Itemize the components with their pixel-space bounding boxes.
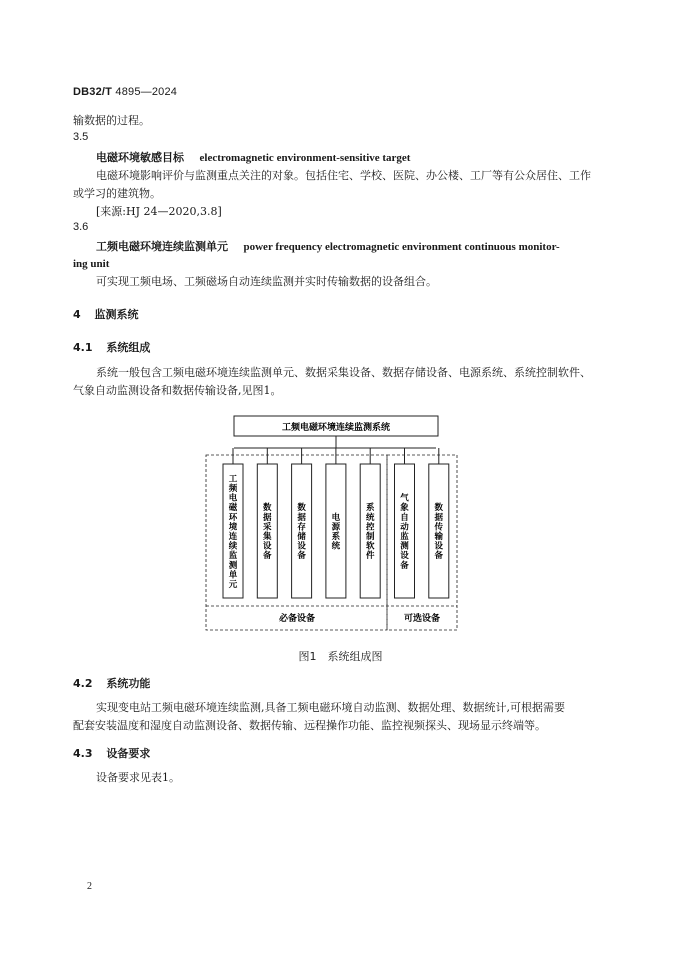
section-number: 4	[73, 308, 81, 321]
section-number: 4.3	[73, 747, 93, 760]
system-composition-diagram	[200, 412, 462, 634]
section-title: 系统组成	[106, 341, 151, 354]
page-header	[73, 86, 177, 98]
standard-code: DB32/T	[73, 86, 113, 98]
section-number: 4.2	[73, 677, 93, 690]
section-4-2-para-line1: 实现变电站工频电磁环境连续监测,具备工频电磁环境自动监测、数据处理、数据统计,可根据需要	[96, 701, 565, 714]
term-zh: 工频电磁环境连续监测单元	[96, 240, 228, 253]
standard-number: 4895—2024	[115, 86, 178, 98]
section-title: 设备要求	[106, 747, 151, 760]
section-4-2-heading	[73, 675, 150, 691]
required-group-label: 必备设备	[278, 614, 316, 624]
clause-3-5-source: [来源:HJ 24—2020,3.8]	[96, 205, 222, 218]
column-label: 数据传输设备	[434, 503, 444, 562]
diagram-columns	[223, 448, 449, 598]
section-4-1-heading	[73, 339, 150, 355]
column-label: 电源系统	[331, 512, 341, 552]
section-title: 系统功能	[106, 677, 151, 690]
term-en: electromagnetic environment-sensitive target	[199, 152, 411, 164]
column-label: 数据存储设备	[297, 503, 306, 562]
clause-3-5-term	[96, 148, 410, 168]
column-label: 气象自动监测设备	[400, 493, 409, 571]
top-system-label: 工频电磁环境连续监测系统	[281, 423, 391, 433]
section-title: 监测系统	[94, 308, 139, 321]
column-label: 系统控制软件	[365, 503, 375, 562]
clause-3-6-term-en-line2: ing unit	[73, 258, 110, 270]
section-4-3-para: 设备要求见表1。	[96, 771, 180, 784]
section-number: 4.1	[73, 341, 93, 354]
continuation-text: 输数据的过程。	[73, 114, 150, 127]
section-4-2-para-line2: 配套安装温度和湿度自动监测设备、数据传输、远程操作功能、监控视频探头、现场显示终端等。	[73, 719, 546, 732]
column-label: 数据采集设备	[263, 503, 272, 562]
term-en-line1: power frequency electromagnetic environment continuous monitor-	[243, 241, 560, 253]
column-label: 工频电磁环境连续监测单元	[228, 474, 238, 590]
term-zh: 电磁环境敏感目标	[96, 151, 184, 164]
clause-3-6-definition: 可实现工频电场、工频磁场自动连续监测并实时传输数据的设备组合。	[96, 275, 437, 288]
optional-group-label: 可选设备	[403, 614, 441, 624]
section-4-1-para-line2: 气象自动监测设备和数据传输设备,见图1。	[73, 384, 282, 397]
clause-3-5-definition-line1: 电磁环境影响评价与监测重点关注的对象。包括住宅、学校、医院、办公楼、工厂等有公众居住、工作	[96, 169, 591, 182]
page-number: 2	[87, 881, 92, 892]
section-4-3-heading	[73, 745, 150, 761]
clause-3-6-term	[96, 237, 560, 257]
clause-3-5-number: 3.5	[73, 131, 89, 143]
section-4-1-para-line1: 系统一般包含工频电磁环境连续监测单元、数据采集设备、数据存储设备、电源系统、系统控制软件、	[96, 366, 591, 379]
figure-caption: 图1 系统组成图	[298, 650, 383, 663]
section-4-heading	[73, 306, 139, 322]
clause-3-6-number: 3.6	[73, 221, 89, 233]
clause-3-5-definition-line2: 或学习的建筑物。	[73, 187, 161, 200]
